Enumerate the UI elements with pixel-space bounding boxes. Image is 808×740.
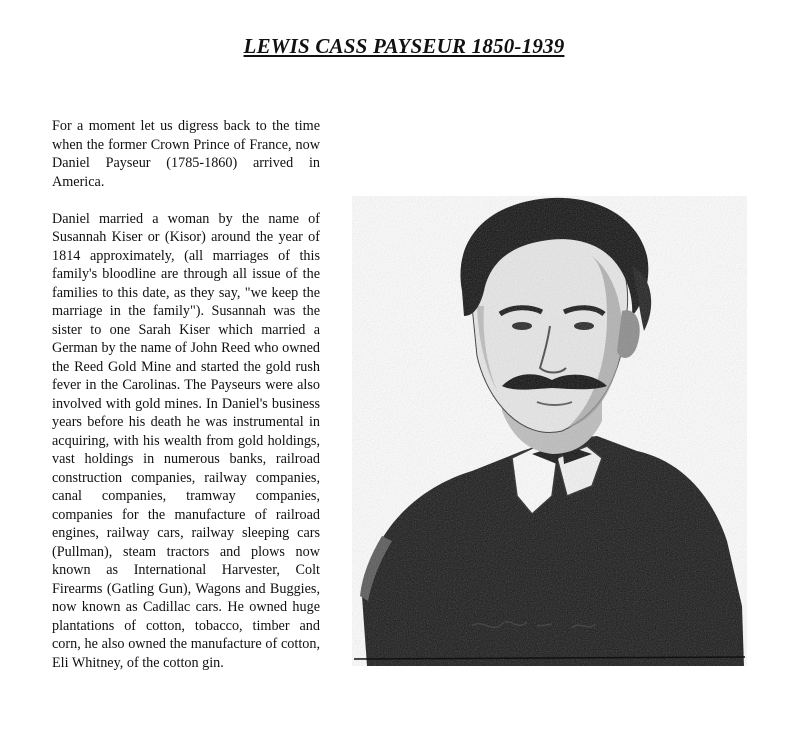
page-title: LEWIS CASS PAYSEUR 1850-1939	[243, 34, 565, 58]
body-text-column	[52, 117, 320, 691]
portrait-image	[352, 196, 747, 666]
paragraph-intro: For a moment let us digress back to the time when the former Crown Prince of France, now Daniel Payseur (1785-1860) arrived in America.	[52, 118, 320, 190]
paragraph-main: Daniel married a woman by the name of Susannah Kiser or (Kisor) around the year of 1814 approximately, (all marriages of this family's bloodline are through all issue of the families to this date, as they say, "we keep the marriage in the family"). Susannah was the sister to one Sarah Kiser which married a German by the name of John Reed who owned the Reed Gold Mine and started the gold rush fever in the Carolinas. The Payseurs were also involved with gold mines. In Daniel's business years before his death he was instrumental in acquiring, with his wealth from gold holdings, vast holdings in numerous banks, railroad construction companies, railway companies, canal companies, tramway companies, companies for the manufacture of railroad engines, railway cars, railway sleeping cars (Pullman), steam tractors and plows now known as International Harvester, Colt Firearms (Gatling Gun), Wagons and Buggies, now known as Cadillac cars. He owned huge plantations of cotton, tobacco, timber and corn, he also owned the manufacture of cotton, Eli Whitney, of the cotton gin.	[52, 210, 320, 671]
